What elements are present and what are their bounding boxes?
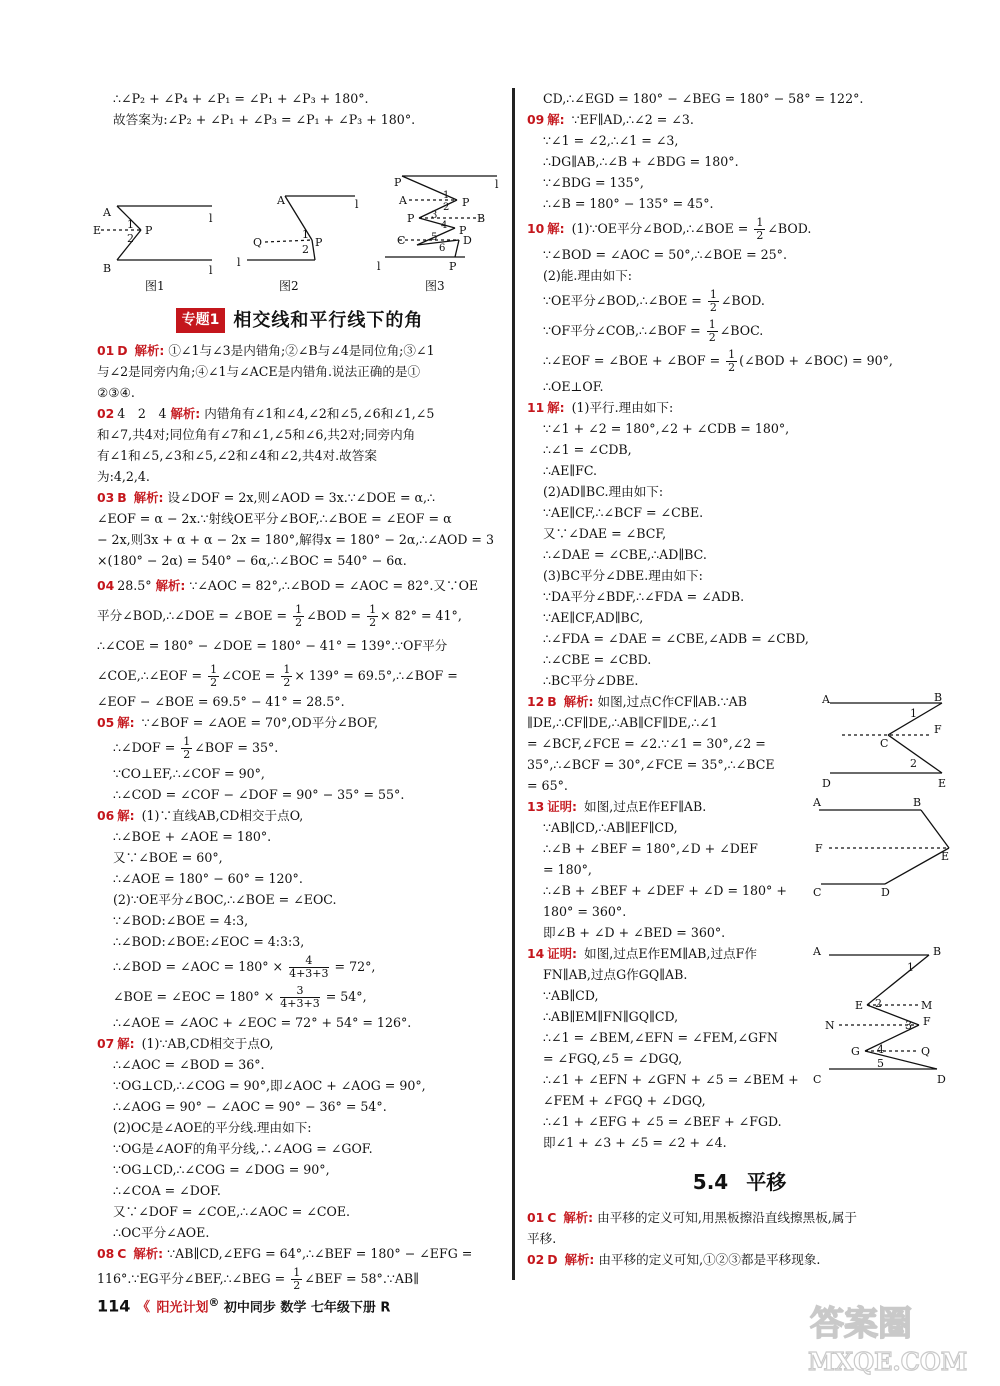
answer-line xyxy=(527,1207,952,1228)
answer-line: ∵∠1 = ∠2,∴∠1 = ∠3, xyxy=(543,133,679,148)
arrows-icon: 《 xyxy=(136,1300,150,1316)
fig1-label: l xyxy=(209,212,213,225)
question-number: 03 xyxy=(97,490,115,505)
fig3-label: C xyxy=(397,234,406,247)
fraction: $\frac{1}{2}$ xyxy=(183,735,191,761)
fig2-label: 2 xyxy=(302,243,309,256)
answer-line: ∴∠AOG = 90° − ∠AOC = 90° − 36° = 54°. xyxy=(113,1099,387,1114)
brand-name: 阳光计划 xyxy=(156,1300,209,1316)
fig-label: B xyxy=(913,796,922,809)
answer-line: ∠EOF − ∠BOE = 69.5° − 41° = 28.5°. xyxy=(97,694,345,709)
left-column xyxy=(93,88,502,1294)
answer-line: ∴∠1 = ∠BEM,∠EFN = ∠FEM,∠GFN xyxy=(543,1030,778,1045)
text-line: 故答案为:∠P₂ + ∠P₁ + ∠P₃ = ∠P₁ + ∠P₃ + 180°. xyxy=(113,112,416,127)
fig2-label: l xyxy=(237,256,241,269)
fig2-caption: 图2 xyxy=(279,279,299,293)
fig-label: N xyxy=(825,1019,835,1032)
page-number: 114 xyxy=(97,1296,131,1316)
fig-label: A xyxy=(813,796,821,809)
answer-line xyxy=(97,340,502,361)
answer-line: ∴∠BOD:∠BOE:∠EOC = 4:3:3, xyxy=(113,934,305,949)
answer-line: ∵OG是∠AOF的角平分线,∴∠AOG = ∠GOF. xyxy=(113,1141,373,1156)
answer-choice: C xyxy=(547,1210,557,1225)
answer-line: ∴∠1 = ∠CDB, xyxy=(543,442,632,457)
watermark-bottom: MXQE.COM xyxy=(808,1347,968,1376)
column-divider xyxy=(512,88,515,1280)
solution-tag: 解: xyxy=(117,808,135,823)
analysis-tag: 解析: xyxy=(563,694,594,709)
fig3-label: 4 xyxy=(441,220,448,231)
answer-line: = 65°. xyxy=(527,778,568,793)
fig-label: M xyxy=(921,999,933,1012)
answer-line: (3)BC平分∠DBE.理由如下: xyxy=(543,568,703,583)
fig3-label: P xyxy=(449,260,457,273)
analysis-tag: 解析: xyxy=(563,1210,594,1225)
answer-line: ∵OG⊥CD,∴∠COG = 90°,即∠AOC + ∠AOG = 90°, xyxy=(113,1078,426,1093)
section-title: 相交线和平行线下的角 xyxy=(233,309,424,331)
question-number: 09 xyxy=(527,112,545,127)
answer-line: = 180°, xyxy=(543,862,592,877)
figures-svg xyxy=(93,130,502,298)
answer-line: ∴OE⊥OF. xyxy=(543,379,604,394)
solution-tag: 解: xyxy=(547,112,565,127)
section-heading xyxy=(97,306,502,334)
answer-line: ∵∠BOD:∠BOE = 4:3, xyxy=(113,913,249,928)
fig-label: E xyxy=(941,850,950,863)
fraction: $\frac{1}{2}$ xyxy=(210,663,218,689)
answer-line: ∴∠B + ∠BEF = 180°,∠D + ∠DEF xyxy=(543,841,758,856)
answer-line: ×(180° − 2α) = 540° − 6α,∴∠BOC = 540° − 6α. xyxy=(97,553,407,568)
question-number: 11 xyxy=(527,400,545,415)
answer-line: ∴∠1 + ∠EFN + ∠GFN + ∠5 = ∠BEM + xyxy=(543,1072,799,1087)
question-number: 14 xyxy=(527,946,545,961)
answer-text: ∵EF∥AD,∴∠2 = ∠3. xyxy=(571,112,694,127)
answer-line: ∴DG∥AB,∴∠B + ∠BDG = 180°. xyxy=(543,154,739,169)
question-number: 13 xyxy=(527,799,545,814)
answer-line: 即∠1 + ∠3 + ∠5 = ∠2 + ∠4. xyxy=(543,1135,727,1150)
answer-value: 4 2 4 xyxy=(117,406,167,421)
answer-line: ∠COE,∴∠EOF = $\frac{1}{2}$ ∠COE = $\frac{1}{2}$ × 139° = 69.5°,∴∠BOF = xyxy=(97,663,458,689)
fig-label: C xyxy=(813,886,822,899)
answer-line xyxy=(527,109,952,130)
fig-label: B xyxy=(934,691,943,704)
answer-choice: C xyxy=(117,1246,127,1261)
fig2-label: Q xyxy=(253,236,263,249)
answer-line: ∴∠COE = 180° − ∠DOE = 180° − 41° = 139°.∵OF平分 xyxy=(97,638,448,653)
answer-line: ∵AB∥CD,∴AB∥EF∥CD, xyxy=(543,820,678,835)
fig2-label: l xyxy=(355,198,359,211)
fig-label: 5 xyxy=(877,1057,884,1070)
answer-line: 平移. xyxy=(527,1231,557,1246)
answer-line: ∵AE∥CF,AD∥BC, xyxy=(543,610,644,625)
fig-label: F xyxy=(934,723,942,736)
fig-label: B xyxy=(933,945,942,958)
answer-text: 由平移的定义可知,用黑板擦沿直线擦黑板,属于 xyxy=(597,1210,857,1225)
answer-line xyxy=(97,571,502,601)
analysis-tag: 解析: xyxy=(134,343,165,358)
answer-line: ∵∠1 + ∠2 = 180°,∠2 + ∠CDB = 180°, xyxy=(543,421,790,436)
solution-tag: 解: xyxy=(117,715,135,730)
fig1-caption: 图1 xyxy=(145,279,165,293)
fig-label: A xyxy=(822,693,830,706)
section-number: 5.4 xyxy=(692,1169,729,1194)
fig-label: F xyxy=(815,842,823,855)
answer-line: (2)AD∥BC.理由如下: xyxy=(543,484,664,499)
proof-tag: 证明: xyxy=(547,799,577,814)
fig1-label: 2 xyxy=(127,232,134,245)
answer-line: 又∵∠DAE = ∠BCF, xyxy=(543,526,667,541)
fig3-label: 5 xyxy=(431,232,438,243)
book-info: 初中同步 数学 七年级下册 R xyxy=(223,1300,391,1316)
answer-line: ∴AB∥EM∥FN∥GQ∥CD, xyxy=(543,1009,679,1024)
fig3-label: P xyxy=(407,212,415,225)
answer-line xyxy=(97,805,502,826)
answer-line: ∵∠BOD = ∠AOC = 50°,∴∠BOE = 25°. xyxy=(543,247,787,262)
fraction: $\frac{1}{2}$ xyxy=(293,1266,301,1292)
answer-text: (1)平行.理由如下: xyxy=(571,400,674,415)
answer-line xyxy=(97,487,502,508)
answer-line: ∴∠COA = ∠DOF. xyxy=(113,1183,221,1198)
fig-label: 2 xyxy=(910,757,917,770)
answer-line: ∴OC平分∠AOE. xyxy=(113,1225,210,1240)
fig-label: 4 xyxy=(877,1043,884,1056)
answer-line: (2)∵OE平分∠BOC,∴∠BOE = ∠EOC. xyxy=(113,892,337,907)
answer-line: 180° = 360°. xyxy=(543,904,627,919)
question-number: 10 xyxy=(527,221,545,236)
answer-line: = ∠FGQ,∠5 = ∠DGQ, xyxy=(543,1051,683,1066)
answer-line: ②③④. xyxy=(97,385,135,400)
watermark-top: 答案圈 xyxy=(810,1304,912,1344)
answer-line: ∴∠B = 180° − 135° = 45°. xyxy=(543,196,714,211)
fig-label: 3 xyxy=(905,1019,912,1032)
fig1-label: 1 xyxy=(127,218,134,231)
solution-tag: 解: xyxy=(117,1036,135,1051)
answer-line: ∵AB∥CD, xyxy=(543,988,599,1003)
answer-line: = ∠BCF,∠FCE = ∠2.∵∠1 = 30°,∠2 = xyxy=(527,736,766,751)
answer-line xyxy=(97,1033,502,1054)
fig1-label: E xyxy=(93,224,102,237)
fraction: $\frac{1}{2}$ xyxy=(728,348,736,374)
fig-label: 2 xyxy=(875,997,882,1010)
fraction: $\frac{3}{4+3+3}$ xyxy=(280,984,320,1010)
fig1-label: B xyxy=(103,262,112,275)
fig3-label: l xyxy=(377,260,381,273)
answer-line xyxy=(527,796,809,817)
answer-choice: D xyxy=(547,1252,558,1267)
fig-label: F xyxy=(923,1015,931,1028)
answer-line: ∴∠DOF = $\frac{1}{2}$ ∠BOF = 35°. xyxy=(113,735,279,761)
fig3-label: 1 xyxy=(443,190,450,201)
fig1-label: l xyxy=(209,264,213,277)
q12-figure xyxy=(822,691,952,796)
analysis-tag: 解析: xyxy=(133,1246,164,1261)
fig3-label: 2 xyxy=(443,202,450,213)
answer-line xyxy=(527,691,822,712)
solution-tag: 解: xyxy=(547,400,565,415)
fig-label: E xyxy=(855,999,864,1012)
answer-line: ∴∠BOE + ∠AOE = 180°. xyxy=(113,829,272,844)
answer-text: ∵AB∥CD,∠EFG = 64°,∴∠BEF = 180° − ∠EFG = xyxy=(167,1246,473,1261)
section-badge: 专题1 xyxy=(176,308,226,333)
answer-line: 10 解: (1)∵OE平分∠BOD,∴∠BOE = $\frac{1}{2}$ ∠BOD. xyxy=(527,216,812,242)
answer-line: ∵∠BDG = 135°, xyxy=(543,175,644,190)
answer-line: ∵DA平分∠BDF,∴∠FDA = ∠ADB. xyxy=(543,589,745,604)
fig3-label: B xyxy=(477,212,486,225)
answer-line: ∴∠AOC = ∠BOD = 36°. xyxy=(113,1057,265,1072)
question-number: 04 xyxy=(97,578,115,593)
q13-figure xyxy=(809,796,952,906)
answer-line: 有∠1和∠5,∠3和∠5,∠2和∠4和∠2,共4对.故答案 xyxy=(97,448,377,463)
question-number: 02 xyxy=(97,406,115,421)
answer-text: 如图,过点E作EF∥AB. xyxy=(584,799,707,814)
fig3-label: l xyxy=(495,178,499,191)
watermark-logo xyxy=(800,1290,968,1380)
fig1-label: A xyxy=(103,206,111,219)
answer-line: ∵AE∥CF,∴∠BCF = ∠CBE. xyxy=(543,505,704,520)
answer-line: − 2x,则3x + α + α − 2x = 180°,解得x = 180° − 2α,∴∠AOD = 3 xyxy=(97,532,494,547)
question-number: 01 xyxy=(527,1210,545,1225)
q14-block xyxy=(527,943,952,1153)
answer-line xyxy=(97,403,502,424)
question-number: 02 xyxy=(527,1252,545,1267)
fig-label: D xyxy=(822,777,831,790)
section-title: 平移 xyxy=(746,1169,787,1194)
answer-text: (1)∵直线AB,CD相交于点O, xyxy=(141,808,304,823)
answer-text: (1)∵AB,CD相交于点O, xyxy=(141,1036,274,1051)
question-number: 06 xyxy=(97,808,115,823)
fig1-label: P xyxy=(145,224,153,237)
answer-line: 平分∠BOD,∴∠DOE = ∠BOE = $\frac{1}{2}$ ∠BOD = $\frac{1}{2}$ × 82° = 41°, xyxy=(97,603,462,629)
fig-label: 1 xyxy=(910,707,917,720)
text-line: ∴∠P₂ + ∠P₄ + ∠P₁ = ∠P₁ + ∠P₃ + 180°. xyxy=(113,91,369,106)
answer-text: 如图,过点C作CF∥AB.∵AB xyxy=(597,694,747,709)
question-number: 08 xyxy=(97,1246,115,1261)
analysis-tag: 解析: xyxy=(564,1252,595,1267)
answer-text: 设∠DOF = 2x,则∠AOD = 3x.∵∠DOE = α,∴ xyxy=(167,490,436,505)
fig3-label: A xyxy=(399,194,407,207)
fig3-label: P xyxy=(462,196,470,209)
answer-line: 和∠7,共4对;同位角有∠7和∠1,∠5和∠6,共2对;同旁内角 xyxy=(97,427,416,442)
answer-line: ∥DE,∴CF∥DE,∴AB∥CF∥DE,∴∠1 xyxy=(527,715,718,730)
answer-line xyxy=(527,397,952,418)
analysis-tag: 解析: xyxy=(133,490,164,505)
fig3-label: 6 xyxy=(439,243,446,254)
fig2-label: P xyxy=(315,236,323,249)
answer-line: ∴AE∥FC. xyxy=(543,463,598,478)
answer-line: ∴∠AOE = 180° − 60° = 120°. xyxy=(113,871,303,886)
answer-text: ①∠1与∠3是内错角;②∠B与∠4是同位角;③∠1 xyxy=(168,343,435,358)
answer-line: (2)能.理由如下: xyxy=(543,268,633,283)
fig-label: Q xyxy=(921,1045,931,1058)
answer-line: 又∵∠BOE = 60°, xyxy=(113,850,223,865)
answer-choice: B xyxy=(547,694,557,709)
fig3-label: P xyxy=(394,176,402,189)
answer-line xyxy=(527,943,809,964)
answer-line: 35°,∴∠BCF = 30°,∠FCE = 35°,∴∠BCE xyxy=(527,757,775,772)
fig-label: C xyxy=(813,1073,822,1086)
fraction: $\frac{1}{2}$ xyxy=(283,663,291,689)
proof-tag: 证明: xyxy=(547,946,577,961)
solution-tag: 解: xyxy=(547,221,565,236)
fraction: $\frac{1}{2}$ xyxy=(295,603,303,629)
answer-line: ∠BOE = ∠EOC = 180° × $\frac{3}{4+3+3}$ = 54°, xyxy=(113,984,367,1010)
fig2-label: A xyxy=(277,194,285,207)
answer-line: ∵OG⊥CD,∴∠COG = ∠DOG = 90°, xyxy=(113,1162,330,1177)
fraction: $\frac{1}{2}$ xyxy=(756,216,764,242)
answer-line: ∵CO⊥EF,∴∠COF = 90°, xyxy=(113,766,265,781)
section-5-4-heading xyxy=(527,1167,952,1197)
answer-line: 为:4,2,4. xyxy=(97,469,150,484)
answer-line: ∠EOF = α − 2x.∵射线OE平分∠BOF,∴∠BOE = ∠EOF = α xyxy=(97,511,452,526)
question-number: 07 xyxy=(97,1036,115,1051)
answer-text: 内错角有∠1和∠4,∠2和∠5,∠6和∠1,∠5 xyxy=(204,406,435,421)
answer-line: 116°.∵EG平分∠BEF,∴∠BEG = $\frac{1}{2}$ ∠BEF = 58°.∵AB∥ xyxy=(97,1266,420,1292)
answer-line xyxy=(97,1243,502,1264)
answer-line: CD,∴∠EGD = 180° − ∠BEG = 180° − 58° = 122°. xyxy=(543,91,864,106)
answer-line: ∴∠BOD = ∠AOC = 180° × $\frac{4}{4+3+3}$ = 72°, xyxy=(113,954,376,980)
answer-line: ∴∠CBE = ∠CBD. xyxy=(543,652,652,667)
fig3-label: 3 xyxy=(431,210,438,221)
analysis-tag: 解析: xyxy=(155,578,186,593)
figures-row xyxy=(93,130,502,298)
registered-mark: ® xyxy=(208,1296,220,1309)
fig3-label: D xyxy=(463,234,472,247)
q14-figure xyxy=(809,943,952,1093)
answer-line: ∴∠FDA = ∠DAE = ∠CBE,∠ADB = ∠CBD, xyxy=(543,631,809,646)
answer-line: ∠FEM + ∠FGQ + ∠DGQ, xyxy=(543,1093,706,1108)
answer-line: ∴∠DAE = ∠CBE,∴AD∥BC. xyxy=(543,547,707,562)
answer-line xyxy=(97,712,502,733)
q12-block xyxy=(527,691,952,796)
fig-label: D xyxy=(937,1073,946,1086)
answer-line: ∴∠EOF = ∠BOE + ∠BOF = $\frac{1}{2}$ (∠BOD + ∠BOC) = 90°, xyxy=(543,348,893,374)
fig-label: C xyxy=(880,737,889,750)
answer-text: 如图,过点E作EM∥AB,过点F作 xyxy=(584,946,757,961)
question-number: 12 xyxy=(527,694,545,709)
question-number: 01 xyxy=(97,343,115,358)
answer-line: 与∠2是同旁内角;④∠1与∠ACE是内错角.说法正确的是① xyxy=(97,364,421,379)
answer-line: ∴∠COD = ∠COF − ∠DOF = 90° − 35° = 55°. xyxy=(113,787,405,802)
fraction: $\frac{4}{4+3+3}$ xyxy=(289,954,329,980)
fraction: $\frac{1}{2}$ xyxy=(369,603,377,629)
analysis-tag: 解析: xyxy=(170,406,201,421)
answer-line: ∴∠B + ∠BEF + ∠DEF + ∠D = 180° + xyxy=(543,883,787,898)
fig-label: D xyxy=(881,886,890,899)
answer-text: ∵∠AOC = 82°,∴∠BOD = ∠AOC = 82°.又∵OE xyxy=(189,578,479,593)
fraction: $\frac{1}{2}$ xyxy=(708,318,716,344)
fig-label: G xyxy=(851,1045,860,1058)
answer-line: 又∵∠DOF = ∠COE,∴∠AOC = ∠COE. xyxy=(113,1204,351,1219)
fig2-label: 1 xyxy=(302,228,309,241)
q13-block xyxy=(527,796,952,943)
answer-line: FN∥AB,过点G作GQ∥AB. xyxy=(543,967,688,982)
answer-text: 由平移的定义可知,①②③都是平移现象. xyxy=(598,1252,821,1267)
answer-line xyxy=(527,1249,952,1270)
answer-line: ∵OF平分∠COB,∴∠BOF = $\frac{1}{2}$ ∠BOC. xyxy=(543,318,764,344)
answer-value: 28.5° xyxy=(117,578,152,593)
fraction: $\frac{1}{2}$ xyxy=(709,288,717,314)
answer-choice: D xyxy=(117,343,128,358)
question-number: 05 xyxy=(97,715,115,730)
page-footer xyxy=(97,1296,390,1315)
answer-text: ∵∠BOF = ∠AOE = 70°,OD平分∠BOF, xyxy=(141,715,379,730)
right-column xyxy=(527,88,952,1270)
fig-label: 1 xyxy=(907,961,914,974)
fig-label: A xyxy=(813,945,821,958)
fig3-label: P xyxy=(459,224,467,237)
answer-line: ∴∠AOE = ∠AOC + ∠EOC = 72° + 54° = 126°. xyxy=(113,1015,412,1030)
answer-line: 即∠B + ∠D + ∠BED = 360°. xyxy=(543,925,726,940)
fig3-caption: 图3 xyxy=(425,279,445,293)
answer-line: ∵OE平分∠BOD,∴∠BOE = $\frac{1}{2}$ ∠BOD. xyxy=(543,288,765,314)
answer-line: (2)OC是∠AOE的平分线.理由如下: xyxy=(113,1120,312,1135)
answer-line: ∴BC平分∠DBE. xyxy=(543,673,639,688)
fig-label: E xyxy=(938,777,947,790)
answer-choice: B xyxy=(117,490,127,505)
answer-line: ∴∠1 + ∠EFG + ∠5 = ∠BEF + ∠FGD. xyxy=(543,1114,782,1129)
